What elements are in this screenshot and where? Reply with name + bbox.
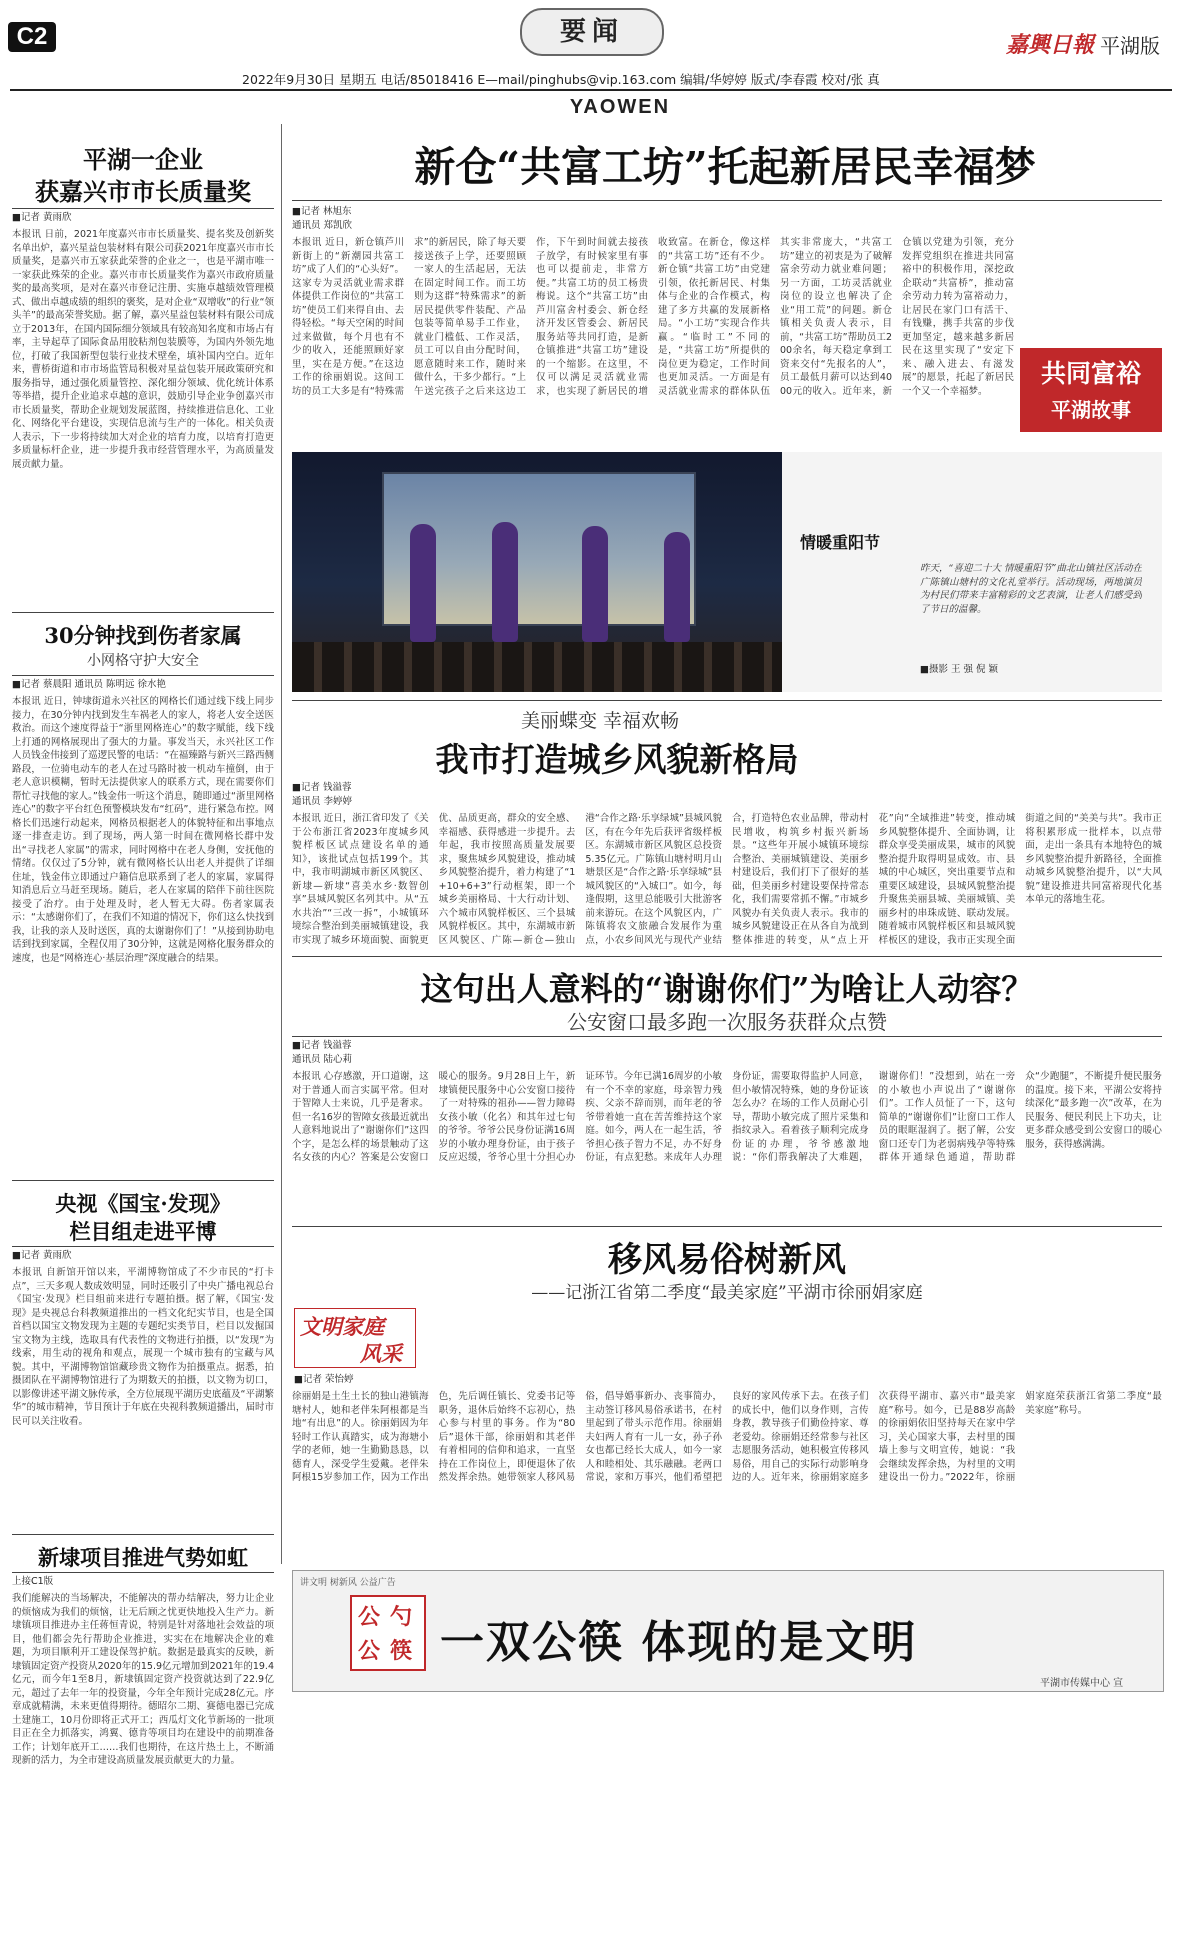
column-badge-line2: 平湖故事 — [1051, 398, 1131, 422]
byline: ■记者 黄雨欣 — [12, 212, 72, 223]
article-body-continued — [1020, 236, 1162, 344]
section-name: 要闻 — [559, 17, 624, 47]
audience — [292, 642, 782, 692]
column-badge — [1020, 348, 1162, 432]
byline: 通讯员 郑凯欣 — [292, 220, 353, 231]
header-info: 2022年9月30日 星期五 电话/85018416 E—mail/pinghubs@vip.163.com 编辑/华婷婷 版式/李春霞 校对/张 真 — [242, 72, 880, 87]
article-title: 栏目组走进平博 — [69, 1219, 217, 1244]
article-body: 本报讯 近日，浙江省印发了《关于公布浙江省2023年度城乡风貌样板区试点建设名单的通知》，该批试点包括199个。其中，我市明湖城市新区风貌区、新埭—新埭“喜美水乡·数智创享”县城风貌区名列其中。从“五水共治”“三改一拆”，小城镇环境综合整治到美丽城镇建设，我市实现了城乡环境面貌、面貌更优、品质更高，群众的安全感、幸福感、获得感进一步提升。去年起，我市按照高质量发展要求，聚焦城乡风貌建设，推动城乡风貌整治提升，着力构建了“1+10+6+3”行动框架，即一个城乡美丽格局、十大行动计划、六个城市风貌样板区、三个县城风貌样板区。其中，东湖城市新区风貌区、广陈—新仓—独山港“合作之路·乐享绿城”县城风貌区，有在今年先后获评省级样板区。东湖城市新区风貌区总投资5.35亿元。广陈镇山塘村明月山塘景区是“合作之路·乐享绿城”县城风貌区的“入城口”。如今，每逢假期，这里总能吸引大批游客前来游玩。在这个风貌区内，广陈镇将农文旅融合发展作为重点，小农乡间风光与现代产业结合，打造特色农业品牌，带动村民增收，构筑乡村振兴新场景。“这些年开展小城镇环境综合整治、美丽城镇建设、美丽乡村建设后，我们打下了很好的基础，但美丽乡村建设要保持常态化，我们需要常抓不懈。”市城乡风貌办有关负责人表示。我市的城乡风貌建设正在从各自为战到整体推进的转变，从“点上开花”向“全域推进”转变，推动城乡风貌整体提升、全面协调，让群众享受美丽成果，城市的风貌整治提升取得明显成效。市、县城的中心城区，突出重要节点和重要区域建设，县城风貌整治提升聚焦美丽县城、美丽城镇、美丽乡村的串珠成链、联动发展。随着城市风貌样板区和县城风貌样板区的建设，我市正实现全面街道之间的“美美与共”。我市正将积累形成一批样本，以点带面，走出一条具有本地特色的城乡风貌整治提升新路径，全面推动城乡风貌整治提升，以“大风貌”建设推进共同富裕现代化基本单元的落地生花。 — [292, 813, 1162, 946]
byline: ■记者 钱溢蓉 — [292, 1040, 352, 1051]
ad-stamp-char: 公 — [358, 1638, 381, 1664]
section-english: YAOWEN — [569, 96, 671, 118]
article-body: 我们能解决的当场解决，不能解决的帮办结解决，努力让企业的烦恼成为我们的烦恼，让无后顾之忧更快地投入生产力。新埭镇项目推进办主任蒋恒青说，特别是针对落地社会效益的项目，他们都会先行帮助企业推进，实实在在地解决企业的难题，为项目顺利开工建设保驾护航。数据是最真实的反映，新埭镇固定资产投资从2020年的15.9亿元增加到2021年的19.4亿元，而今年1至8月，新埭镇固定资产投资就达到了22.9亿元，超过了去年一年的投资量，今年全年预计完成28亿元。序章成就精满，未来更值得期待。德昭尔二期、赛德电器已完成土建施工，10月份即将正式开工；西瓜灯文化节新场的一批项目正在全力抓落实，鸿翼、德肯等项目均在建设中的前期准备工作；计划年底开工……我们也期待，在这片热土上，不断涌现新的活力，为全市建设高质量发展贡献更大的力量。 — [12, 1593, 274, 1766]
column-label: 文明家庭 — [300, 1314, 384, 1339]
byline: ■记者 林旭东 — [292, 206, 352, 217]
byline: 上接C1版 — [12, 1576, 54, 1587]
performer — [664, 532, 690, 642]
article-body: 本报讯 日前，2021年度嘉兴市市长质量奖、提名奖及创新奖名单出炉，嘉兴星益包装材料有限公司获2021年度嘉兴市市长质量奖，是嘉兴市五家获此荣誉的企业之一，也是平湖市唯一一家获此殊荣的企业。嘉兴市市长质量奖作为嘉兴市政府质量奖的最高奖项，是对在嘉兴市登记注册、实施卓越绩效管理模式、做出卓越成绩的组织的褒奖，是对企业“双增收”的行业“领头羊”的最高荣誉奖励。据了解，嘉兴星益包装材料有限公司成立于2013年，在国内国际细分领域具有较高知名度和市场占有率，主导起草了国际食品用胶粘剂包装膜等，为国内外领先地位，打破了我国新型包装行业技术壁垒，填补国内空白。近年来，曹桥街道和市市场监管局积极对星益包装开展政策研究和服务指导，通过强化质量管控、深化细分领域、优化统计体系等举措，提升企业追求卓越的意识，鼓励引导企业争创嘉兴市市长质量奖，帮助企业规划发展蓝图，持续推进信息化、工业化、网络化平台建设，实现信息流与生产的一体化。相关负责人表示，下一步将持续加大对企业的培育力度，以培育打造更多质量标杆企业，进一步提升我市经营管理水平，为高质量发展贡献力量。 — [12, 229, 274, 470]
article-body: 徐丽娟是土生土长的独山港镇海塘村人，她和老伴朱阿根都是当地“有出息”的人。徐丽娟因为年轻时工作认真踏实，成为海塘小学的老师，她一生勤勤恳恳，以德育人，深受学生爱戴。老伴朱阿根15岁参加工作，因为工作出色，先后调任镇长、党委书记等职务，退休后始终不忘初心，热心参与村里的事务。作为“80后”退休干部，徐丽娟和其老伴有着相同的信仰和追求，一直坚持在工作岗位上，即便退休了依然发挥余热。她带领家人移风易俗，倡导婚事新办、丧事简办，主动签订移风易俗承诺书，在村里起到了带头示范作用。徐丽娟夫妇两人育有一儿一女，孙子孙女也都已经长大成人，如今一家人和睦相处、其乐融融。老两口常说，家和万事兴，他们希望把良好的家风传承下去。在孩子们的成长中，他们以身作则，言传身教，教导孩子们勤俭持家、尊老爱幼。徐丽娟还经常参与社区志愿服务活动，她积极宣传移风易俗，用自己的实际行动影响身边的人。近年来，徐丽娟家庭多次获得平湖市、嘉兴市“最美家庭”称号。如今，已是88岁高龄的徐丽娟依旧坚持每天在家中学习，关心国家大事，去村里的围墙上参与文明宣传，她说：“我会继续发挥余热，为村里的文明建设出一份力。”2022年，徐丽娟家庭荣获浙江省第二季度“最美家庭”称号。 — [292, 1391, 1162, 1483]
article-body: 本报讯 近日，新仓镇芦川新街上的“新潮园共富工坊”成了人们的“心头好”。这家专为灵活就业需求群体提供工作岗位的“共富工坊”使员工们来得自由、去得轻松。“每天空闲的时间过来做做，每个月也有不少的收入，还能照顾好家里，实在是方便。”在这边工作的徐丽娟说。这间工坊的员工大多是有“特殊需求”的新居民，除了每天要接送孩子上学，还要照顾一家人的生活起居，无法在固定时间工作。而工坊则为这群“特殊需求”的新居民提供零件装配、产品包装等简单易手工作业，就业门槛低、工作灵活，员工可以自由分配时间，愿意随时来工作，随时来做什么，干多少都行。“上午送完孩子之后来这边工作，下午到时间就去接孩子放学，有时候家里有事也可以提前走，非常方便。”共富工坊的员工杨贵梅说。这个“共富工坊”由芦川富舍村委会、新仓经济开发区管委会、新居民服务站等共同打造，是新仓镇推进“共富工坊”建设的一个缩影。在这里，不仅可以满足灵活就业需求，也实现了新居民的增收致富。在新仓，像这样的“共富工坊”还有不少。新仓镇“共富工坊”由党建引领，依托新居民、村集体与企业的合作模式，构建了多方共赢的发展新格局。“小工坊”实现合作共赢。“临时工”不同的是，“共富工坊”所提供的岗位更为稳定，工作时间也更加灵活。一方面是有灵活就业需求的群体队伍其实非常庞大，“共富工坊”建立的初衷是为了破解富余劳动力就业难问题；另一方面，工坊灵活就业岗位的设立也解决了企业“用工荒”的问题。新仓镇相关负责人表示，目前，“共富工坊”帮助员工200余名，每天稳定拿到工资来交付“先报名的人”，员工最低月薪可以达到4000元的收入。近年来，新仓镇以党建为引领，充分发挥党组织在推进共同富裕中的积极作用，深挖政企联动“共富桥”，推动富余劳动力转为富裕动力，让居民在家门口有活干、有钱赚，携手共富的步伐更加坚定，越来越多新居民在这里实现了“安定下来、融入进去、有滋发展”的愿景，托起了新居民一个又一个幸福梦。 — [292, 237, 1014, 397]
byline: ■记者 荣怡婷 — [294, 1374, 354, 1385]
byline: 通讯员 陆心莉 — [292, 1054, 353, 1065]
article-subtitle: 公安窗口最多跑一次服务获群众点赞 — [567, 1010, 887, 1034]
article-title: 央视《国宝·发现》 — [55, 1191, 231, 1216]
byline: ■记者 黄雨欣 — [12, 1250, 72, 1261]
article-body: 本报讯 自新馆开馆以来，平湖博物馆成了不少市民的“打卡点”，三天多观人数成效明显，同时还吸引了中央广播电视总台《国宝·发现》栏目组前来进行专题拍摄。据了解，《国宝·发现》是央视总台科教频道推出的一档文化纪实节目，也是全国首档以国宝文物发现为主题的专题纪实类节目，栏目以发掘国宝文物为主线，选取具有代表性的文物进行拍摄，以“发现”为线索，用生动的视角和观点，展现一个城市独有的宝藏与风貌。其中，平湖博物馆馆藏珍贵文物作为拍摄重点。据悉，拍摄团队在平湖博物馆进行了为期数天的拍摄，以文物为切口，以影像讲述平湖文脉传承，全方位展现平湖历史底蕴及“平湖繁华”的城市精神，节目预计于年底在央视科教频道播出，届时市民可以关注收看。 — [12, 1267, 274, 1427]
article-kicker: 美丽蝶变 幸福欢畅 — [520, 710, 680, 732]
article-headline: 我市打造城乡风貌新格局 — [435, 740, 799, 779]
article-body: 本报讯 近日，钟埭街道永兴社区的网格长们通过线下线上同步接力，在30分钟内找到发生车祸老人的家人，将老人安全送医救治。而这个速度得益于“浙里网格连心”的数字赋能，线下线上打通的网格展现出了强大的力量。事发当天，永兴社区工作人员钱金伟接到了巡逻民警的电话：“在福臻路与新兴三路西侧路段，一位骑电动车的老人在过马路时被一机动车撞倒，由于老人意识模糊，暂时无法提供家人的联系方式，现在需要你们帮忙寻找他的家人。”钱金伟一听这个消息，随即通过“浙里网格连心”的数字平台红色预警模块发布“红码”，进行紧急布控。网格长们迅速行动起来，网格员根据老人的体貌特征和出事地点逐一排查走访。到了现场，两人第一时间在微网格长群中发出“寻找老人家属”的需求，同时网格中在老人身侧，安抚他的情绪。仅仅过了5分钟，就有微网格长认出老人并提供了详细住址，钱金伟立即通过户籍信息联系到了老人的家属，家属得知消息后立马赶至现场。随后，老人在家属的陪伴下前往医院接受了治疗。由于处理及时，老人暂无大碍。伤者家属表示：“太感谢你们了，在我们不知道的情况下，你们这么快找到我，让我的亲人及时送医，真的太谢谢你们了！”从接到协助电话到找到家属，全程仅用了30分钟，这就是网格化服务群众的速度，也是“网格连心·基层治理”深度融合的结果。 — [12, 696, 274, 964]
ad-small-slogan: 讲文明 树新风 公益广告 — [300, 1578, 396, 1588]
performer — [410, 524, 436, 642]
photo-title: 情暖重阳节 — [800, 533, 881, 552]
byline: ■记者 钱溢蓉 — [292, 782, 352, 793]
article-title: 30分钟找到伤者家属 — [44, 623, 242, 648]
ad-stamp-char: 勺 — [390, 1604, 413, 1630]
edition-name: 平湖版 — [1100, 34, 1160, 58]
page-number: C2 — [16, 23, 48, 50]
event-photo — [292, 452, 782, 692]
column-label: 风采 — [360, 1341, 402, 1366]
article-title: 获嘉兴市市长质量奖 — [35, 177, 251, 206]
ad-stamp-char: 公 — [358, 1604, 381, 1630]
performer — [492, 522, 518, 642]
article-subtitle: 小网格守护大安全 — [87, 653, 199, 669]
column-badge-line1: 共同富裕 — [1040, 359, 1141, 388]
photo-caption: 昨天，“喜迎二十大 情暖重阳节”曲北山镇社区活动在广陈镇山塘村的文化礼堂举行。活动现场，两地演员为村民们带来丰富精彩的文艺表演，让老人们感受到了节日的温馨。 — [920, 563, 1142, 615]
article-body: 本报讯 心存感激，开口道谢，这对于普通人而言实属平常。但对于智障人士来说，几乎是奢求。但一名16岁的智障女孩最近就出人意料地说出了“谢谢你们”这四个字，是怎么样的场景触动了这名女孩的内心？答案是公安窗口暖心的服务。9月28日上午，新埭镇便民服务中心公安窗口接待了一对特殊的祖孙——智力障碍女孩小敏（化名）和其年过七旬的爷爷。爷爷公民身份证满16周岁的小敏办理身份证，由于孩子反应迟缓，爷爷心里十分担心办证环节。今年已满16周岁的小敏有一个不幸的家庭，母亲智力残疾、父亲不辞而别，而年老的爷爷带着她一直在苦苦维持这个家庭。如今，两人在一起生活，爷爷担心孩子智力不足，办不好身份证，有点犯愁。来成年人办理身份证，需要取得监护人同意，但小敏情况特殊，她的身份证该怎么办？在场的工作人员耐心引导，帮助小敏完成了照片采集和指纹录入。看着孩子顺利完成身份证的办理，爷爷感激地说：“你们帮我解决了大难题，谢谢你们！”没想到，站在一旁的小敏也小声说出了“谢谢你们”。工作人员怔了一下，这句简单的“谢谢你们”让窗口工作人员的眼眶湿润了。据了解，公安窗口还专门为老弱病残孕等特殊群体开通绿色通道，帮助群众“少跑腿”，不断提升便民服务的温度。接下来，平湖公安将持续深化“最多跑一次”改革，在为民服务、便民利民上下功夫，让更多群众感受到公安窗口的暖心服务，获得感满满。 — [292, 1071, 1162, 1163]
article-title: 新埭项目推进气势如虹 — [38, 1545, 248, 1570]
article-headline: 这句出人意料的“谢谢你们”为啥让人动容？ — [420, 970, 1034, 1008]
article-title: 平湖一企业 — [83, 145, 203, 174]
byline: 通讯员 李婷婷 — [292, 796, 353, 807]
main-headline: 新仓“共富工坊”托起新居民幸福梦 — [414, 143, 1036, 191]
byline: ■记者 蔡晨阳 通讯员 陈明远 徐水艳 — [12, 679, 167, 690]
ad-slogan: 一双公筷 体现的是文明 — [440, 1617, 918, 1668]
ad-sponsor: 平湖市传媒中心 宣 — [1040, 1678, 1124, 1689]
ad-stamp-char: 筷 — [390, 1638, 413, 1664]
newspaper-brand: 嘉興日報 — [1006, 32, 1095, 58]
photo-credit: ■摄影 王 强 倪 颖 — [920, 664, 999, 675]
article-headline: 移风易俗树新风 — [608, 1240, 846, 1280]
article-subtitle: ——记浙江省第二季度“最美家庭”平湖市徐丽娟家庭 — [531, 1283, 923, 1303]
performer — [582, 526, 608, 642]
